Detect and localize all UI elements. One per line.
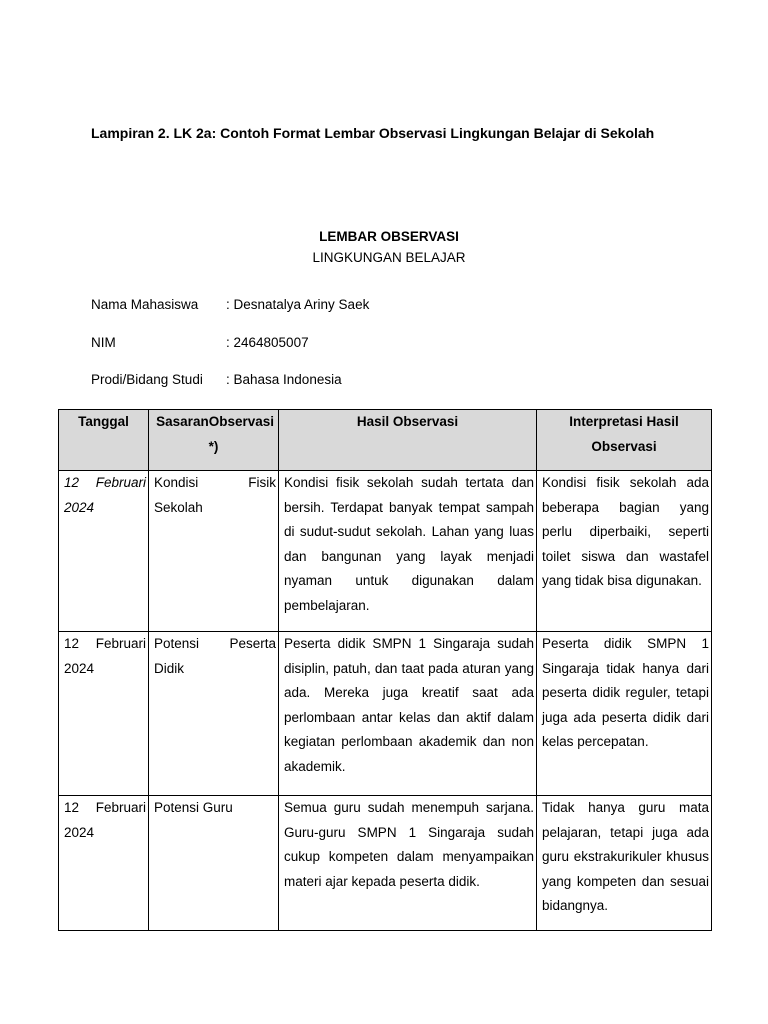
page-heading: Lampiran 2. LK 2a: Contoh Format Lembar Observasi Lingkungan Belajar di Sekolah xyxy=(91,125,655,141)
document-title xyxy=(0,226,768,268)
cell-interpretation: Tidak hanya guru mata pelajaran, tetapi juga ada guru ekstrakurikuler khusus yang kompeten dan sesuai bidangnya. xyxy=(537,796,712,931)
cell-date: 12 Februari 2024 xyxy=(59,632,149,796)
info-label: Prodi/Bidang Studi xyxy=(91,372,203,387)
cell-result: Peserta didik SMPN 1 Singaraja sudah disiplin, patuh, dan taat pada aturan yang ada. Mereka juga kreatif saat ada perlombaan antar kelas dan aktif dalam kegiatan perlombaan akademik dan non akademik. xyxy=(279,632,537,796)
cell-target: Potensi Peserta Didik xyxy=(149,632,279,796)
cell-date: 12 Februari 2024 xyxy=(59,796,149,931)
header-target: SasaranObservasi*) xyxy=(149,410,279,471)
table-header-row xyxy=(59,410,712,471)
info-label: Nama Mahasiswa xyxy=(91,297,199,312)
info-value: : Bahasa Indonesia xyxy=(226,372,342,387)
observation-table xyxy=(58,409,712,931)
cell-result: Kondisi fisik sekolah sudah tertata dan bersih. Terdapat banyak tempat sampah di sudut-sudut sekolah. Lahan yang luas dan bangunan yang layak menjadi nyaman untuk digunakan dalam pembelajaran. xyxy=(279,471,537,632)
cell-target: Potensi Guru xyxy=(149,796,279,931)
table-row xyxy=(59,632,712,796)
title-line-1: LEMBAR OBSERVASI xyxy=(319,229,459,244)
cell-interpretation: Kondisi fisik sekolah ada beberapa bagian yang perlu diperbaiki, seperti toilet siswa dan wastafel yang tidak bisa digunakan. xyxy=(537,471,712,632)
cell-target: Kondisi Fisik Sekolah xyxy=(149,471,279,632)
title-line-2: LINGKUNGAN BELAJAR xyxy=(312,250,466,265)
table-row xyxy=(59,471,712,632)
cell-interpretation: Peserta didik SMPN 1 Singaraja tidak hanya dari peserta didik reguler, tetapi juga ada peserta didik dari kelas percepatan. xyxy=(537,632,712,796)
info-value: : 2464805007 xyxy=(226,335,309,350)
cell-date: 12 Februari 2024 xyxy=(59,471,149,632)
header-result: Hasil Observasi xyxy=(279,410,537,471)
info-value: : Desnatalya Ariny Saek xyxy=(226,297,370,312)
cell-result: Semua guru sudah menempuh sarjana. Guru-guru SMPN 1 Singaraja sudah cukup kompeten dalam menyampaikan materi ajar kepada peserta didik. xyxy=(279,796,537,931)
info-label: NIM xyxy=(91,335,116,350)
header-date: Tanggal xyxy=(59,410,149,471)
table-row xyxy=(59,796,712,931)
header-interpretation: Interpretasi Hasil Observasi xyxy=(537,410,712,471)
